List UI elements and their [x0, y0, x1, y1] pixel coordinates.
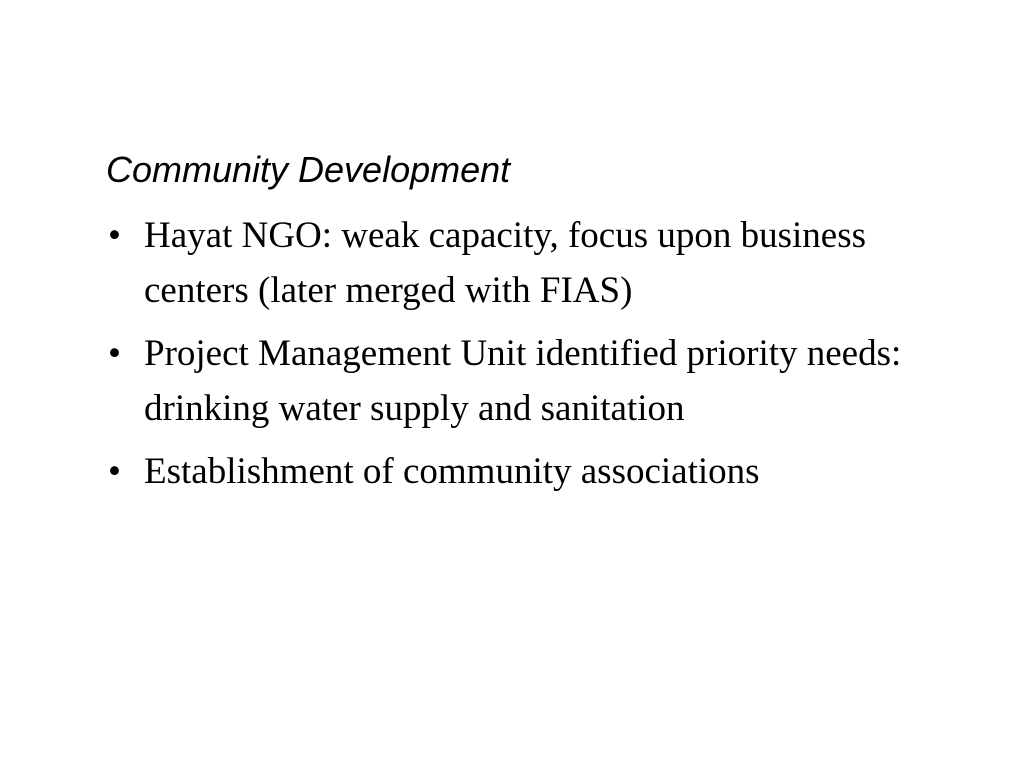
bullet-text: Project Management Unit identified priority needs: drinking water supply and sanitation: [144, 333, 902, 429]
slide-heading: Community Development: [106, 149, 511, 190]
bullet-text: Hayat NGO: weak capacity, focus upon business centers (later merged with FIAS): [144, 215, 866, 311]
bullet-item: [108, 208, 928, 318]
bullet-item: [108, 326, 928, 436]
bullet-text: Establishment of community associations: [144, 451, 760, 492]
bullet-list: [108, 208, 928, 507]
bullet-icon: •: [108, 333, 121, 374]
bullet-icon: •: [108, 451, 121, 492]
bullet-item: [108, 444, 928, 499]
bullet-icon: •: [108, 215, 121, 256]
